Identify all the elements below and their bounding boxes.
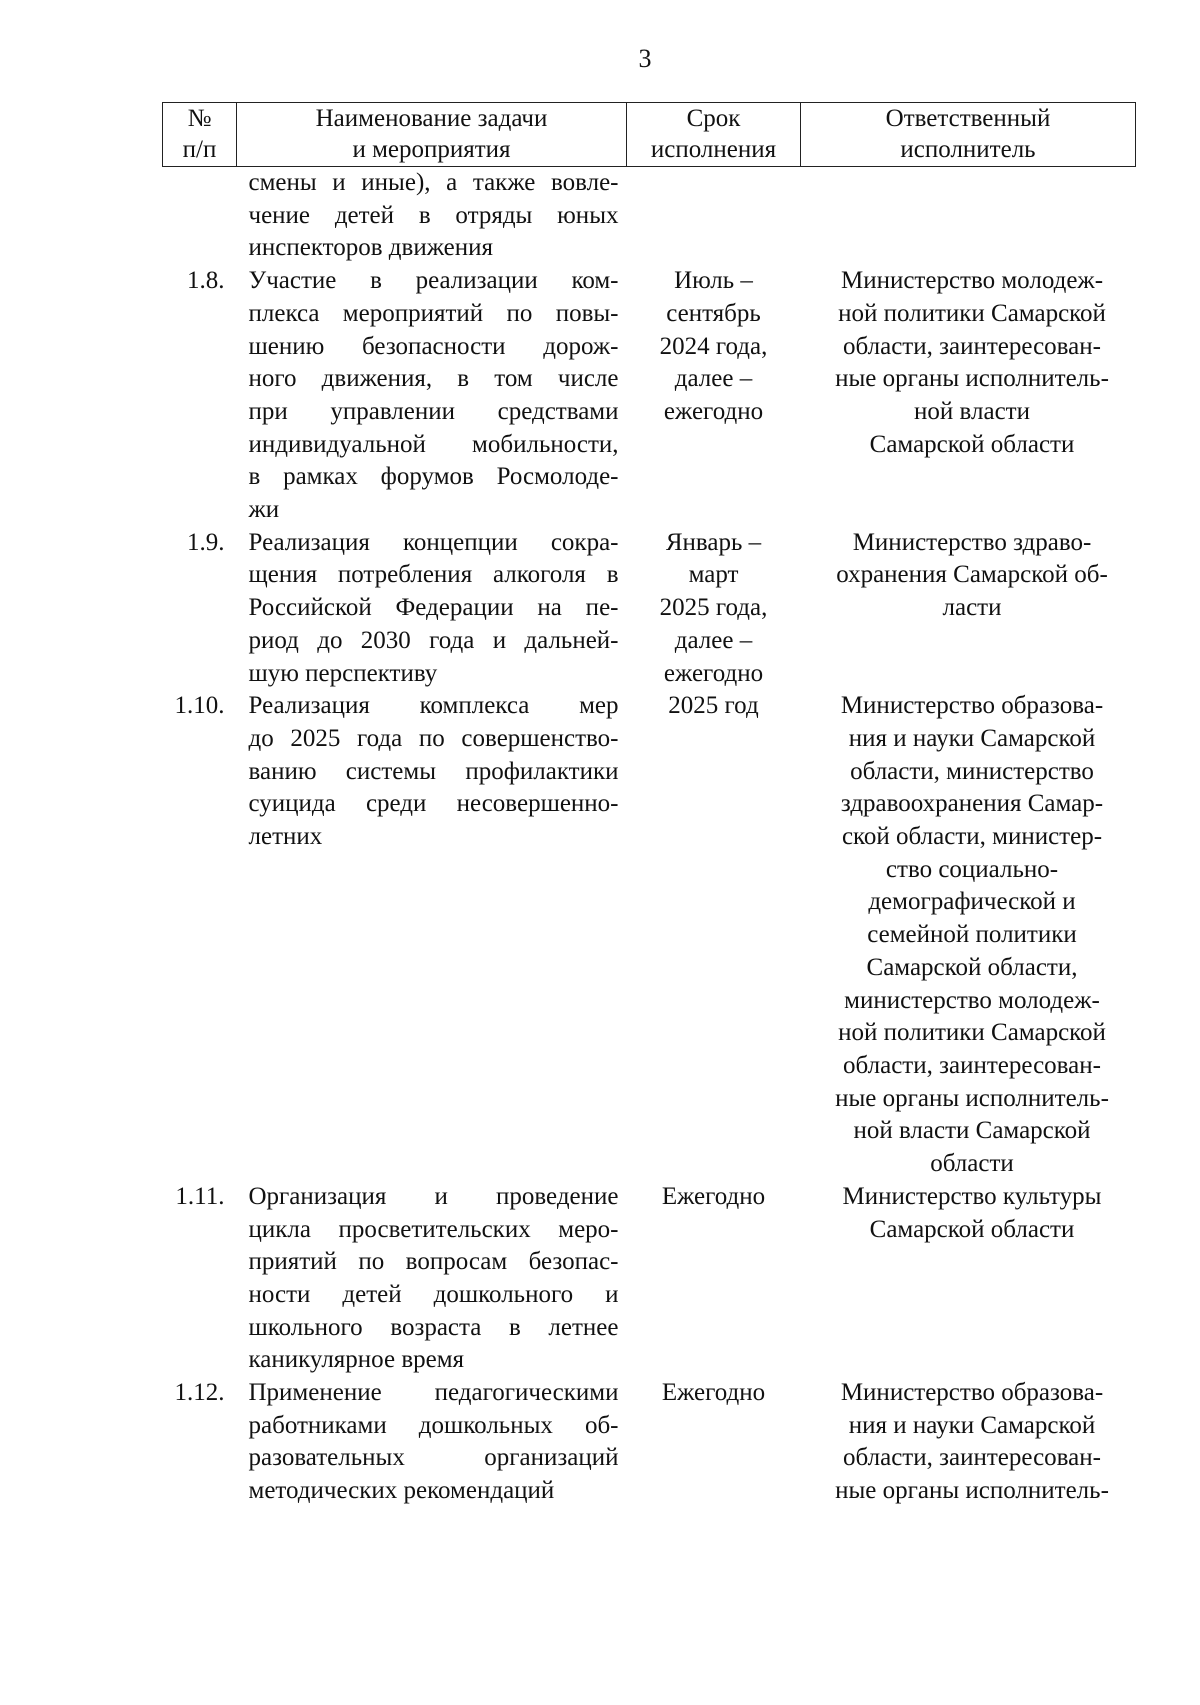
task-text-line: суицида среди несовершенно-	[248, 790, 619, 818]
header-responsible	[801, 103, 1136, 167]
task-text-line: Российской Федерации на пе-	[248, 594, 619, 622]
row-number: 1.11.	[175, 1182, 225, 1210]
task-text-line: плекса мероприятий по повы-	[248, 299, 619, 327]
task-text-line: каникулярное время	[248, 1346, 465, 1374]
table-row	[163, 167, 1136, 266]
responsible-text-line: Самарской области	[869, 1215, 1075, 1243]
row-number: 1.9.	[187, 528, 225, 556]
responsible-text-line: ные органы исполнитель-	[835, 1477, 1109, 1505]
responsible-text-line: ской области, министер-	[841, 823, 1103, 851]
header-task-line: и мероприятия	[352, 136, 511, 163]
task-text	[237, 690, 627, 1181]
term-text-line: 2024 года,	[659, 332, 768, 360]
task-text-line: щения потребления алкоголя в	[248, 561, 619, 589]
responsible-text-line: ной власти	[914, 397, 1030, 425]
responsible-text-line: Министерство образова-	[840, 1379, 1104, 1407]
header-number-line: №	[187, 105, 212, 132]
term-text-line: далее –	[674, 626, 753, 654]
task-text-line: жи	[248, 496, 280, 524]
task-text	[237, 167, 627, 266]
task-text-line: ного движения, в том числе	[248, 365, 619, 393]
responsible-text-line: здравоохранения Самар-	[840, 790, 1104, 818]
task-text-line: Участие в реализации ком-	[248, 267, 619, 295]
table-row	[163, 527, 1136, 691]
term-text-line: Ежегодно	[661, 1379, 766, 1407]
responsible-text-line: демографической и	[868, 888, 1076, 916]
responsible-text-line: ство социально-	[885, 855, 1059, 883]
responsible-text	[801, 1377, 1136, 1508]
responsible-text-line: области, заинтересован-	[843, 1051, 1101, 1079]
table-row	[163, 1181, 1136, 1377]
responsible-text-line: ной власти Самарской	[853, 1117, 1091, 1145]
responsible-text	[801, 527, 1136, 691]
row-number: 1.8.	[187, 267, 225, 295]
responsible-text	[801, 265, 1136, 527]
task-text	[237, 1377, 627, 1508]
responsible-text-line: ния и науки Самарской	[848, 724, 1096, 752]
header-number-line: п/п	[182, 136, 217, 163]
term-text-line: далее –	[674, 365, 753, 393]
responsible-text-line: области, заинтересован-	[843, 1444, 1101, 1472]
table-body	[163, 167, 1136, 1508]
term-text-line: март	[688, 561, 739, 589]
header-number	[163, 103, 237, 167]
task-text-line: ванию системы профилактики	[248, 757, 619, 785]
task-text-line: смены и иные), а также вовле-	[248, 169, 619, 196]
task-text-line: работниками дошкольных об-	[248, 1411, 619, 1439]
responsible-text-line: охранения Самарской об-	[836, 561, 1108, 589]
responsible-text-line: Министерство культуры	[842, 1182, 1102, 1210]
task-text-line: летних	[248, 823, 323, 851]
term-text-line: Июль –	[674, 267, 753, 295]
page-number: 3	[638, 44, 652, 73]
responsible-text-line: области	[930, 1150, 1014, 1178]
responsible-text-line: области, министерство	[850, 757, 1094, 785]
responsible-text-line: Министерство здраво-	[852, 528, 1092, 556]
responsible-text-line: министерство молодеж-	[844, 986, 1100, 1014]
task-text-line: разовательных организаций	[248, 1444, 619, 1472]
term-text	[627, 527, 801, 691]
term-text	[627, 690, 801, 1181]
task-text	[237, 1181, 627, 1377]
responsible-text-line: области, заинтересован-	[843, 332, 1101, 360]
measures-table	[162, 102, 1136, 1508]
task-text-line: инспекторов движения	[248, 234, 493, 262]
responsible-text-line: ной политики Самарской	[838, 1019, 1106, 1047]
term-text	[627, 265, 801, 527]
table-row	[163, 265, 1136, 527]
term-text-line: 2025 года,	[659, 594, 768, 622]
term-text-line: сентябрь	[666, 299, 761, 327]
header-term	[627, 103, 801, 167]
term-text-line: ежегодно	[663, 397, 764, 425]
task-text	[237, 265, 627, 527]
task-text-line: Применение педагогическими	[248, 1379, 619, 1407]
task-text-line: риод до 2030 года и дальней-	[248, 626, 619, 654]
responsible-text-line: ния и науки Самарской	[848, 1411, 1096, 1439]
header-task	[237, 103, 627, 167]
term-text-line: Ежегодно	[661, 1182, 766, 1210]
task-text-line: школьного возраста в летнее	[248, 1313, 619, 1341]
task-text	[237, 527, 627, 691]
responsible-text	[801, 167, 1136, 266]
term-text	[627, 1181, 801, 1377]
header-task-line: Наименование задачи	[315, 105, 548, 132]
task-text-line: Реализация комплекса мер	[248, 692, 619, 720]
responsible-text-line: Самарской области,	[866, 953, 1078, 981]
table-row	[163, 690, 1136, 1181]
responsible-text-line: ласти	[942, 594, 1002, 622]
task-text-line: Реализация концепции сокра-	[248, 528, 619, 556]
header-term-line: исполнения	[650, 136, 777, 163]
responsible-text-line: ные органы исполнитель-	[835, 365, 1109, 393]
responsible-text-line: ной политики Самарской	[838, 299, 1106, 327]
row-number: 1.10.	[174, 692, 225, 720]
task-text-line: в рамках форумов Росмолоде-	[248, 463, 619, 491]
row-number	[163, 167, 237, 266]
task-text-line: до 2025 года по совершенство-	[248, 724, 619, 752]
header-term-line: Срок	[686, 105, 741, 132]
task-text-line: при управлении средствами	[248, 397, 619, 425]
term-text-line: 2025 год	[668, 692, 759, 720]
task-text-line: шению безопасности дорож-	[248, 332, 619, 360]
responsible-text-line: Министерство молодеж-	[840, 267, 1104, 295]
header-responsible-line: Ответственный	[885, 105, 1051, 132]
task-text-line: методических рекомендаций	[248, 1477, 555, 1505]
responsible-text-line: семейной политики	[867, 921, 1077, 949]
task-text-line: чение детей в отряды юных	[248, 201, 619, 229]
responsible-text-line: Министерство образова-	[840, 692, 1104, 720]
term-text	[627, 167, 801, 266]
task-text-line: приятий по вопросам безопас-	[248, 1248, 619, 1276]
header-responsible-line: исполнитель	[900, 136, 1036, 163]
table-header	[163, 103, 1136, 167]
task-text-line: цикла просветительских меро-	[248, 1215, 619, 1243]
term-text	[627, 1377, 801, 1508]
task-text-line: шую перспективу	[248, 659, 438, 687]
task-text-line: ности детей дошкольного и	[248, 1280, 619, 1308]
task-text-line: индивидуальной мобильности,	[248, 430, 619, 458]
responsible-text	[801, 690, 1136, 1181]
task-text-line: Организация и проведение	[248, 1182, 619, 1210]
responsible-text	[801, 1181, 1136, 1377]
row-number: 1.12.	[174, 1379, 225, 1407]
responsible-text-line: ные органы исполнитель-	[835, 1084, 1109, 1112]
responsible-text-line: Самарской области	[869, 430, 1075, 458]
term-text-line: Январь –	[665, 528, 762, 556]
term-text-line: ежегодно	[663, 659, 764, 687]
table-row	[163, 1377, 1136, 1508]
